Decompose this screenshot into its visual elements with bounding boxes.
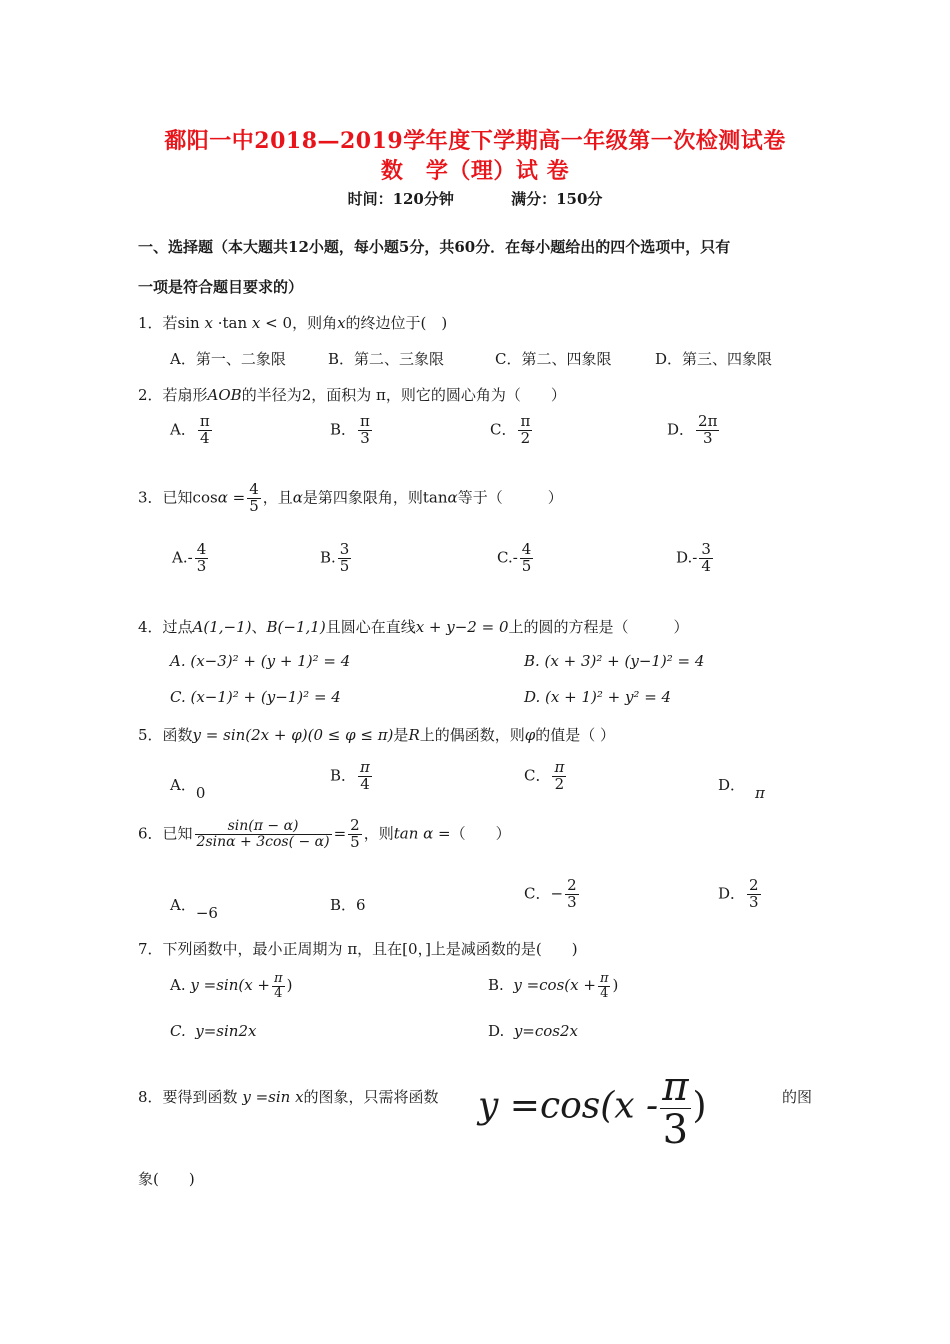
q7-option-c: C. y=sin2x: [170, 1022, 257, 1040]
q5-option-a: A．0: [170, 776, 206, 802]
q3-option-a: A.- $\frac{4}{3}$: [172, 540, 207, 575]
q6-option-a: A．−6: [170, 896, 218, 922]
q8-tail: 的图: [782, 1088, 813, 1106]
q3-option-d: D.- $\frac{3}{4}$: [676, 540, 711, 575]
question-4: 4．过点A(1,−1)、B(−1,1)且圆心在直线x + y−2 = 0上的圆的方程是（ ）: [138, 618, 689, 636]
question-2: 2．若扇形AOB的半径为2，面积为 π，则它的圆心角为（ ）: [138, 386, 566, 404]
q3-option-b: B. $\frac{3}{5}$: [320, 540, 350, 575]
q5-option-d: D． π: [718, 776, 765, 802]
q5-option-c: C． $\frac{\pi}{2}$: [524, 758, 565, 793]
q4-option-d: D. (x + 1)² + y² = 4: [524, 688, 672, 706]
section-heading-line2: 一项是符合题目要求的）: [138, 278, 304, 296]
question-6: 6．已知 $\frac{\sin(\pi - \alpha)}{2\sin\alpha + 3\cos( - \alpha)}$ = $\frac{2}{5}$ ，则tan α =（ ）: [138, 816, 511, 851]
q1-option-c: C．第二、四象限: [495, 350, 612, 368]
q6-option-c: C．− $\frac{2}{3}$: [524, 876, 577, 911]
q8-big-formula: y =cos(x - $\frac{\pi}{3}$ ): [478, 1064, 707, 1153]
q5-option-b: B． $\frac{\pi}{4}$: [330, 758, 370, 793]
q1-option-d: D．第三、四象限: [655, 350, 773, 368]
question-3: 3．已知cosα = $\frac{4}{5}$ ，且α是第四象限角，则tanα等于（ ）: [138, 480, 563, 515]
question-1: 1．若sin x ·tan x < 0，则角x的终边位于( ): [138, 314, 448, 332]
q6-option-b: B．6: [330, 896, 366, 914]
q6-option-d: D． $\frac{2}{3}$: [718, 876, 759, 911]
q2-option-d: D． $\frac{2\pi}{3}$: [667, 412, 718, 447]
exam-title: 鄱阳一中2018—2019学年度下学期高一年级第一次检测试卷: [164, 128, 786, 154]
exam-subtitle: 数 学（理）试 卷: [380, 158, 570, 184]
q7-option-a: A. y =sin(x + $\frac{\pi}{4}$ ): [170, 971, 293, 1001]
q7-option-d: D. y=cos2x: [488, 1022, 578, 1040]
question-5: 5．函数y = sin(2x + φ)(0 ≤ φ ≤ π)是R上的偶函数，则φ的值是（ ）: [138, 726, 616, 744]
section-heading-line1: 一、选择题（本大题共12小题，每小题5分，共60分．在每小题给出的四个选项中，只有: [138, 238, 731, 256]
exam-meta: [0, 188, 950, 209]
q7-option-b: B. y =cos(x + $\frac{\pi}{4}$ ): [488, 971, 619, 1001]
q3-option-c: C.- $\frac{4}{5}$: [497, 540, 532, 575]
q1-option-a: A．第一、二象限: [170, 350, 286, 368]
q1-option-b: B．第二、三象限: [328, 350, 445, 368]
question-8-line2: 象( ): [138, 1170, 195, 1188]
q2-option-c: C． $\frac{\pi}{2}$: [490, 412, 531, 447]
question-8: 8．要得到函数 y =sin x的图象，只需将函数: [138, 1088, 439, 1106]
exam-score: 满分：150分: [511, 190, 603, 208]
q2-option-a: A． $\frac{\pi}{4}$: [170, 412, 210, 447]
question-7: 7．下列函数中，最小正周期为 π，且在[0，]上是减函数的是( ): [138, 940, 578, 958]
q4-option-b: B. (x + 3)² + (y−1)² = 4: [524, 652, 705, 670]
q4-option-a: A. (x−3)² + (y + 1)² = 4: [170, 652, 351, 670]
q2-option-b: B． $\frac{\pi}{3}$: [330, 412, 370, 447]
exam-time: 时间：120分钟: [347, 190, 454, 208]
q4-option-c: C. (x−1)² + (y−1)² = 4: [170, 688, 341, 706]
